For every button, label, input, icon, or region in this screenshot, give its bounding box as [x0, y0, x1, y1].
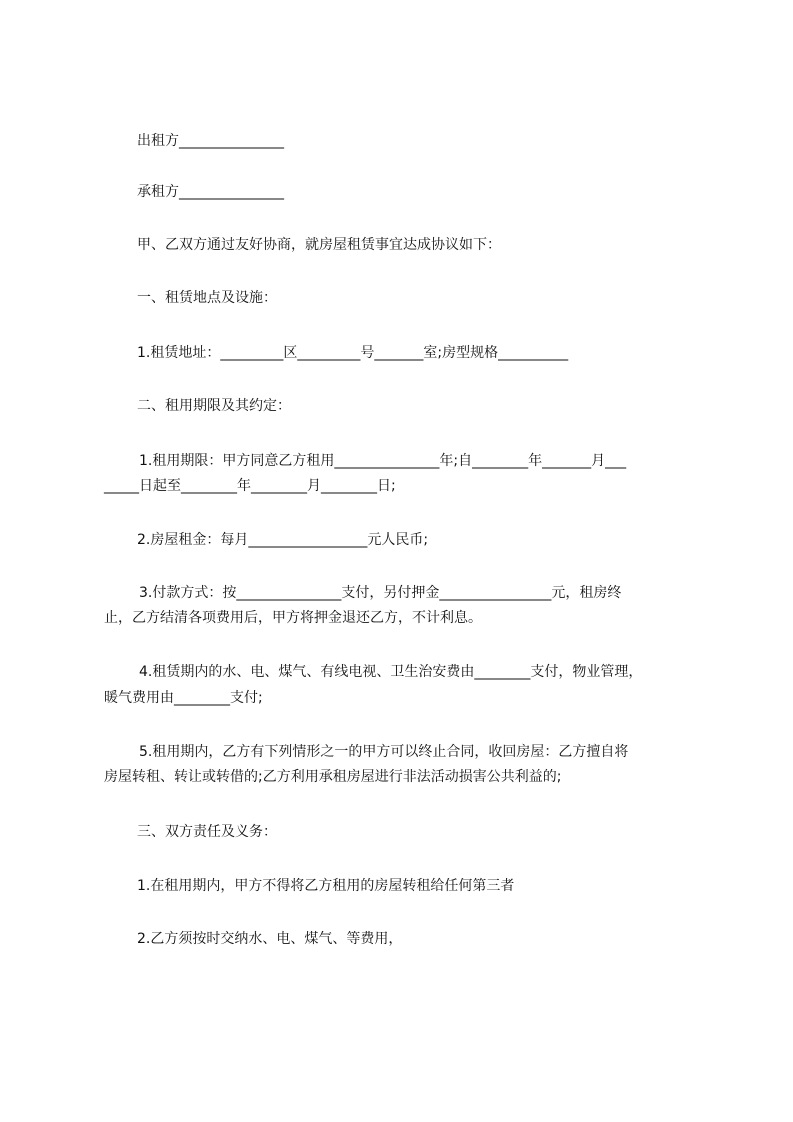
section-2-item-4-line-1: 4.租赁期内的水、电、煤气、有线电视、卫生治安费由________支付，物业管理， [139, 664, 643, 680]
intro-paragraph: 甲、乙双方通过友好协商，就房屋租赁事宜达成协议如下： [137, 237, 501, 253]
section-2-title: 二、租用期限及其约定： [137, 398, 291, 414]
section-1-item-1: 1.租赁地址：_________区_________号_______室;房型规格__________ [137, 345, 569, 361]
lessor-line: 出租方_______________ [137, 133, 284, 149]
section-2-item-2: 2.房屋租金：每月_________________元人民币; [137, 532, 429, 548]
section-2-item-4-line-2: 暖气费用由________支付; [104, 690, 263, 706]
section-3-item-2: 2.乙方须按时交纳水、电、煤气、等费用， [137, 931, 403, 947]
section-2-item-1-line-2: _____日起至________年________月________日; [104, 478, 396, 494]
section-2-item-5-line-2: 房屋转租、转让或转借的;乙方利用承租房屋进行非法活动损害公共利益的; [104, 769, 562, 785]
section-1-title: 一、租赁地点及设施： [137, 290, 277, 306]
section-2-item-5-line-1: 5.租用期内，乙方有下列情形之一的甲方可以终止合同，收回房屋：乙方擅自将 [139, 744, 629, 760]
section-2-item-3-line-1: 3.付款方式：按_______________支付，另付押金________________元，租房终 [139, 585, 622, 601]
section-3-title: 三、双方责任及义务： [137, 824, 277, 840]
section-2-item-3-line-2: 止，乙方结清各项费用后，甲方将押金退还乙方，不计利息。 [104, 610, 482, 626]
section-3-item-1: 1.在租用期内，甲方不得将乙方租用的房屋转租给任何第三者 [137, 878, 515, 894]
lessee-line: 承租方_______________ [137, 184, 284, 200]
section-2-item-1-line-1: 1.租用期限：甲方同意乙方租用_______________年;自________年_______月___ [139, 453, 627, 469]
